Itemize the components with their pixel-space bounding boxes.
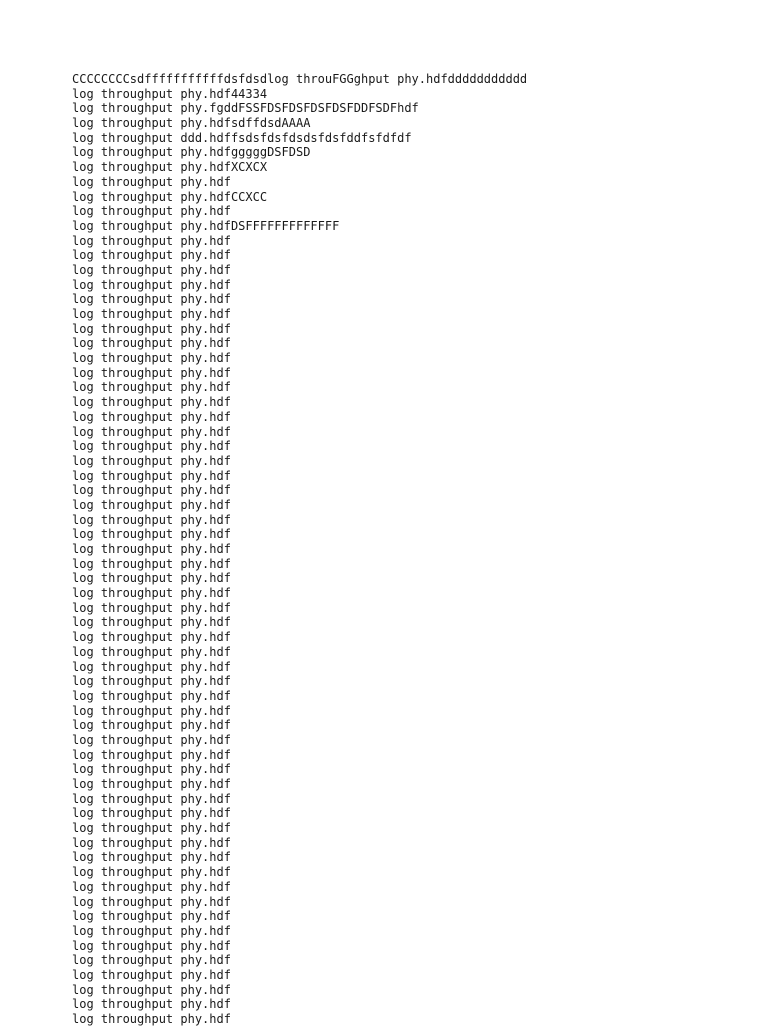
text-line: log throughput phy.hdfDSFFFFFFFFFFFFF	[72, 218, 340, 233]
text-line: log throughput phy.hdf	[72, 233, 231, 248]
text-line: log throughput phy.hdf	[72, 262, 231, 277]
text-line: log throughput phy.hdf	[72, 835, 231, 850]
text-line: log throughput phy.hdfXCXCX	[72, 160, 268, 175]
text-line: log throughput phy.hdf	[72, 732, 231, 747]
text-line: log throughput phy.hdf	[72, 615, 231, 630]
text-line: log throughput phy.hdf	[72, 938, 231, 953]
text-line: log throughput phy.hdf	[72, 468, 231, 483]
text-line: log throughput phy.hdf	[72, 395, 231, 410]
text-line: log throughput phy.hdf	[72, 336, 231, 351]
text-line: log throughput phy.hdf	[72, 850, 231, 865]
text-line: log throughput phy.hdf	[72, 571, 231, 586]
text-line: log throughput phy.hdf	[72, 806, 231, 821]
text-line: log throughput phy.hdf	[72, 424, 231, 439]
text-line: log throughput phy.hdf	[72, 527, 231, 542]
text-line: log throughput phy.hdf	[72, 453, 231, 468]
text-line: log throughput phy.hdf	[72, 997, 231, 1012]
text-line: log throughput phy.hdf	[72, 659, 231, 674]
text-line: log throughput phy.hdf	[72, 630, 231, 645]
text-line: log throughput phy.hdf	[72, 174, 231, 189]
text-line: log throughput phy.hdf	[72, 762, 231, 777]
text-line: log throughput phy.hdf	[72, 674, 231, 689]
text-line: CCCCCCCCsdfffffffffffdsfdsdlog throuFGGghput phy.hdfddddddddddd	[72, 72, 528, 86]
text-line: log throughput phy.hdf	[72, 894, 231, 909]
text-line: log throughput phy.hdf	[72, 821, 231, 836]
text-content	[72, 72, 527, 1027]
text-line: log throughput phy.hdf	[72, 292, 231, 307]
text-line: log throughput phy.hdf	[72, 586, 231, 601]
text-line: log throughput phy.hdf	[72, 879, 231, 894]
text-line: log throughput phy.hdf	[72, 556, 231, 571]
text-line: log throughput phy.hdf	[72, 307, 231, 321]
text-line: log throughput phy.hdfCCXCC	[72, 189, 268, 204]
text-line: log throughput phy.hdfgggggDSFDSD	[72, 145, 311, 160]
text-line: log throughput phy.hdf	[72, 982, 231, 997]
text-line: log throughput phy.hdf	[72, 967, 231, 982]
text-line: log throughput phy.hdf	[72, 644, 231, 659]
text-line: log throughput phy.hdf	[72, 909, 231, 924]
text-line: log throughput phy.hdf	[72, 351, 231, 366]
text-line: log throughput phy.hdf	[72, 953, 231, 968]
text-line: log throughput phy.hdf	[72, 703, 231, 718]
text-line: log throughput phy.hdf	[72, 380, 231, 395]
text-line: log throughput phy.hdf	[72, 497, 231, 512]
text-line: log throughput phy.hdf	[72, 688, 231, 703]
text-line: log throughput phy.hdf	[72, 483, 231, 498]
text-line: log throughput phy.fgddFSSFDSFDSFDSFDSFDDFSDFhdf	[72, 101, 419, 116]
text-line: log throughput phy.hdf	[72, 791, 231, 806]
text-line: log throughput ddd.hdffsdsfdsfdsdsfdsfddfsfdfdf	[72, 130, 412, 145]
text-line: log throughput phy.hdf	[72, 248, 231, 263]
text-line: log throughput phy.hdf	[72, 277, 231, 292]
text-line: log throughput phy.hdf	[72, 777, 231, 791]
text-line: log throughput phy.hdf	[72, 747, 231, 762]
text-line: log throughput phy.hdf	[72, 365, 231, 380]
text-line: log throughput phy.hdf44334	[72, 86, 268, 101]
text-line: log throughput phy.hdf	[72, 718, 231, 733]
text-line: log throughput phy.hdf	[72, 1012, 231, 1026]
text-line: log throughput phy.hdf	[72, 204, 231, 219]
text-line: log throughput phy.hdf	[72, 600, 231, 615]
text-line: log throughput phy.hdf	[72, 409, 231, 424]
text-line: log throughput phy.hdf	[72, 512, 231, 527]
text-line: log throughput phy.hdfsdffdsdAAAA	[72, 116, 311, 131]
text-line: log throughput phy.hdf	[72, 542, 231, 556]
text-line: log throughput phy.hdf	[72, 439, 231, 454]
text-line: log throughput phy.hdf	[72, 321, 231, 336]
text-line: log throughput phy.hdf	[72, 923, 231, 938]
text-line: log throughput phy.hdf	[72, 865, 231, 880]
